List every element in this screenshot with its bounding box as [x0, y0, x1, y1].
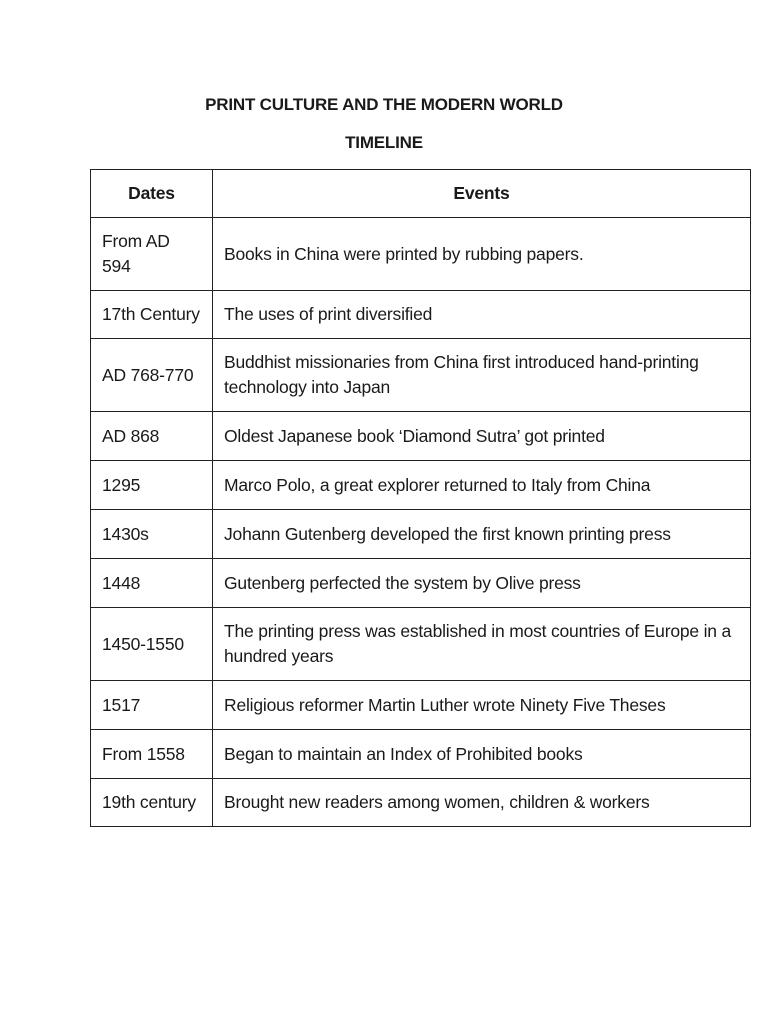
table-row	[91, 779, 751, 827]
event-cell: Johann Gutenberg developed the first known printing press	[213, 510, 751, 559]
event-cell: The printing press was established in most countries of Europe in a hundred years	[213, 608, 751, 681]
table-row	[91, 608, 751, 681]
date-cell: 17th Century	[91, 291, 213, 339]
date-cell: AD 768-770	[91, 339, 213, 412]
table-row	[91, 510, 751, 559]
event-cell: Buddhist missionaries from China first introduced hand-printing technology into Japan	[213, 339, 751, 412]
date-cell: From AD 594	[91, 218, 213, 291]
date-cell: 1295	[91, 461, 213, 510]
header-dates: Dates	[91, 170, 213, 218]
timeline-table	[90, 169, 751, 827]
table-row	[91, 559, 751, 608]
event-cell: Books in China were printed by rubbing papers.	[213, 218, 751, 291]
table-row	[91, 681, 751, 730]
event-cell: The uses of print diversified	[213, 291, 751, 339]
document-subtitle: TIMELINE	[345, 133, 423, 152]
date-cell: 1517	[91, 681, 213, 730]
table-row	[91, 218, 751, 291]
table-row	[91, 412, 751, 461]
event-cell: Began to maintain an Index of Prohibited books	[213, 730, 751, 779]
event-cell: Oldest Japanese book ‘Diamond Sutra’ got printed	[213, 412, 751, 461]
date-cell: From 1558	[91, 730, 213, 779]
date-cell: 1450-1550	[91, 608, 213, 681]
table-row	[91, 291, 751, 339]
event-cell: Brought new readers among women, children & workers	[213, 779, 751, 827]
date-cell: 19th century	[91, 779, 213, 827]
date-cell: AD 868	[91, 412, 213, 461]
header-events: Events	[213, 170, 751, 218]
table-header-row	[91, 170, 751, 218]
date-cell: 1448	[91, 559, 213, 608]
table-row	[91, 730, 751, 779]
table-row	[91, 339, 751, 412]
event-cell: Marco Polo, a great explorer returned to Italy from China	[213, 461, 751, 510]
table-row	[91, 461, 751, 510]
event-cell: Gutenberg perfected the system by Olive press	[213, 559, 751, 608]
document-title: PRINT CULTURE AND THE MODERN WORLD	[205, 95, 563, 114]
event-cell: Religious reformer Martin Luther wrote Ninety Five Theses	[213, 681, 751, 730]
date-cell: 1430s	[91, 510, 213, 559]
